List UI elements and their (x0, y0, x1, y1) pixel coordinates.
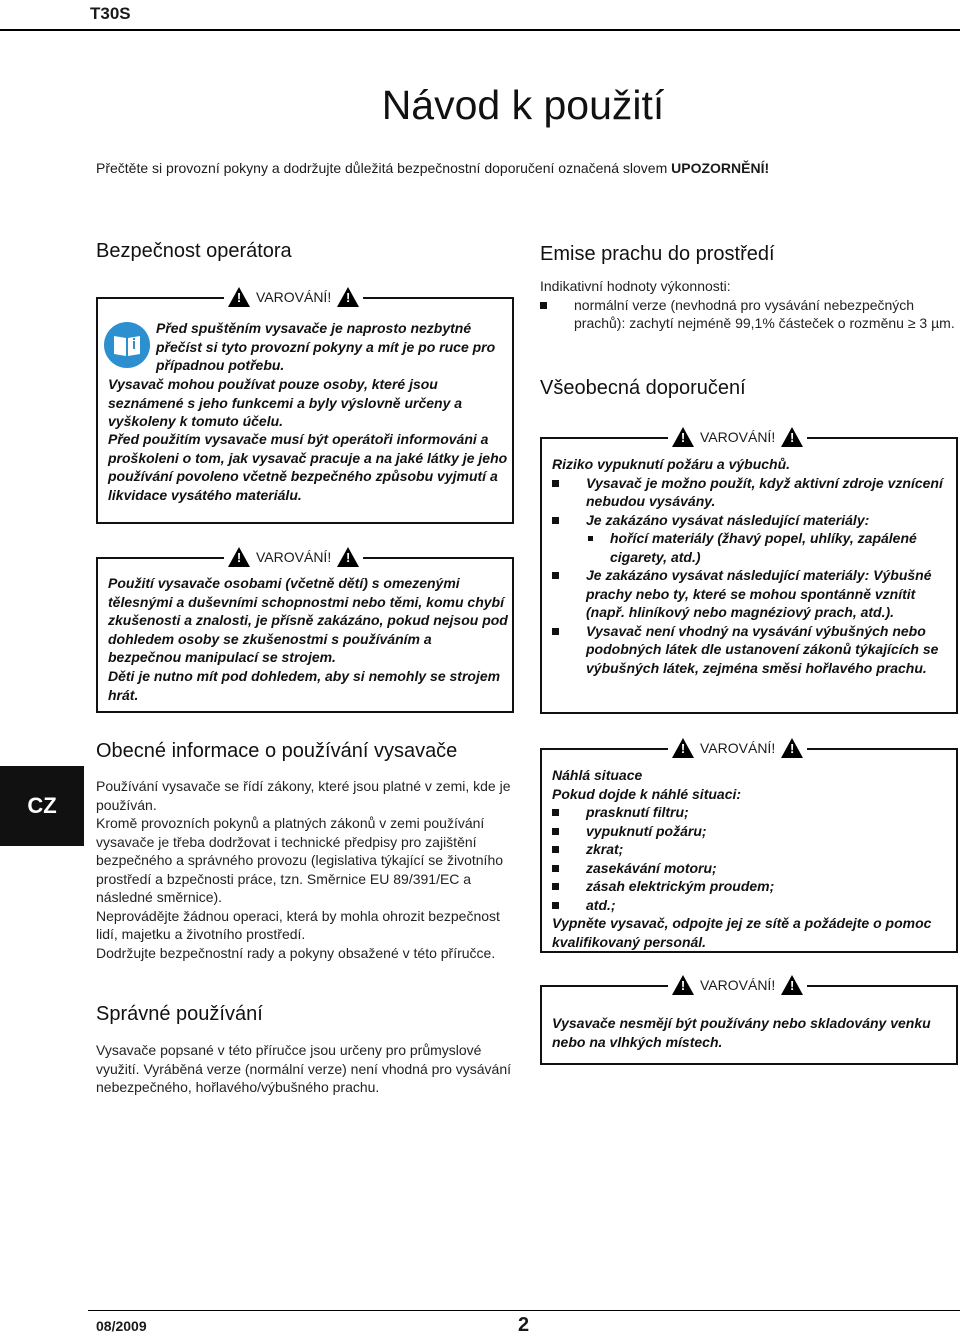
warning-icon: ! (672, 738, 694, 758)
warning-lead: Riziko vypuknutí požáru a výbuchů. (552, 456, 791, 472)
footer-rule (88, 1310, 960, 1311)
paragraph: Vypněte vysavač, odpojte jej ze sítě a požádejte o pomoc kvalifikovaný personál. (552, 915, 932, 950)
page-title: Návod k použití (381, 82, 665, 128)
warning-icon: ! (781, 738, 803, 758)
list-item: normální verze (nevhodná pro vysávání nebezpečných prachů): zachytí nejméně 99,1% částeček o rozměnu ≥ 3 µm. (540, 296, 955, 333)
proper-use-heading: Správné používání (96, 1003, 263, 1025)
sudden-situation-content (552, 766, 952, 951)
warning-paragraph: Vysavač mohou používat pouze osoby, které jsou seznámené s jeho funkcemi a byly výslovně určeny a vyškoleny k tomuto účelu. (108, 376, 463, 429)
warning-header (668, 975, 807, 995)
warning-label: VAROVÁNÍ! (700, 977, 776, 993)
paragraph: Používání vysavače se řídí zákony, které jsou platné v zemi, kde je používán. (96, 778, 511, 813)
warning-label: VAROVÁNÍ! (700, 740, 776, 756)
sudden-situation-box (540, 740, 958, 953)
paragraph: Kromě provozních pokynů a platných zákonů v zemi používání vysavače je třeba dodržovat i technické předpisy pro zajištění bezpečného a správného provozu (legislativa týkající se životního prostředí a bzpečnosti práce, tzn. Směrnice EU 89/391/EC a následné směrnice). (96, 815, 504, 905)
list-item: prasknutí filtru; (552, 803, 952, 822)
warning-paragraph: Vysavače nesmějí být používány nebo skladovány venku nebo na vlhkých místech. (552, 1015, 931, 1050)
warning-paragraph: Před spuštěním vysavače je naprosto nezbytné přečíst si tyto provozní pokyny a mít je po ruce pro případnou potřebu. (156, 320, 496, 373)
list-item: zkrat; (552, 840, 952, 859)
list-item: Je zakázáno vysávat následující materiály: Výbušné prachy nebo ty, které se mohou spontánně vznítit (např. hliníkový nebo magnéziový prach, atd.). (552, 566, 952, 622)
warning-label: VAROVÁNÍ! (700, 429, 776, 445)
list-item: Vysavač není vhodný na vysávání výbušných nebo podobných látek dle ustanovení zákonů týkajících se výbušných látek, zejména směsi hořlavého prachu. (552, 622, 952, 678)
list-item: Je zakázáno vysávat následující materiály: (552, 511, 952, 530)
paragraph: Náhlá situace (552, 767, 643, 783)
dust-emission-heading: Emise prachu do prostředí (540, 243, 775, 265)
warning-header (224, 547, 363, 567)
warning-paragraph: Před použitím vysavače musí být operátoři informováni a proškoleni o tom, jak vysavač pracuje a na jaké látky je jeho používání povoleno včetně bezpečného způsobu vyjmutí a likvidace vysátého materiálu. (108, 431, 508, 503)
general-info-body (96, 777, 516, 962)
dust-emission-body (540, 277, 955, 333)
operator-warning-box-2 (96, 549, 514, 713)
warning-icon: ! (781, 427, 803, 447)
header-rule (0, 29, 960, 31)
fire-risk-content (552, 455, 952, 677)
warning-header (668, 427, 807, 447)
page-number: 2 (518, 1314, 530, 1336)
list-item: zásah elektrickým proudem; (552, 877, 952, 896)
warning-icon: ! (337, 287, 359, 307)
paragraph: Pokud dojde k náhlé situaci: (552, 785, 742, 802)
list-item: atd.; (552, 896, 952, 915)
operator-safety-heading: Bezpečnost operátora (96, 240, 292, 262)
fire-warning-box (540, 429, 958, 714)
intro-text: Přečtěte si provozní pokyny a dodržujte důležitá bezpečnostní doporučení označená slovem UPOZORNĚNÍ! (96, 160, 770, 176)
paragraph: Indikativní hodnoty výkonnosti: (540, 278, 731, 294)
language-tab: CZ (0, 766, 84, 846)
paragraph: Neprovádějte žádnou operaci, která by mohla ohrozit bezpečnost lidí, majetku a životního prostředí. (96, 907, 500, 942)
proper-use-body: Vysavače popsané v této příručce jsou určeny pro průmyslové využití. Vyráběná verze (normální verze) není vhodná pro vysávání nebezpečného, hořlavého/výbušného prachu. (96, 1042, 512, 1095)
sub-list-item: hořící materiály (žhavý popel, uhlíky, zapálené cigarety, atd.) (552, 529, 952, 566)
warning-icon: ! (781, 975, 803, 995)
warning-header (224, 287, 363, 307)
warning-paragraph: Použití vysavače osobami (včetně dětí) s omezenými tělesnými a duševními schopnostmi nebo těmi, komu chybí zkušenosti a znalosti, je přísně zakázáno, pokud nejsou pod dohledem osoby se zkušenostmi s používáním a bezpečnou manipulací se strojem. (108, 575, 508, 665)
storage-warning-box (540, 977, 958, 1065)
model-name: T30S (90, 4, 131, 23)
operator-warning-box-1 (96, 289, 514, 524)
list-item: vypuknutí požáru; (552, 822, 952, 841)
footer-date: 08/2009 (96, 1318, 147, 1334)
warning-icon: ! (672, 427, 694, 447)
paragraph: Dodržujte bezpečnostní rady a pokyny obsažené v této příručce. (96, 944, 496, 961)
warning-icon: ! (228, 547, 250, 567)
general-info-heading: Obecné informace o používání vysavače (96, 740, 458, 762)
warning-label: VAROVÁNÍ! (256, 549, 332, 565)
warning-label: VAROVÁNÍ! (256, 289, 332, 305)
list-item: zasekávání motoru; (552, 859, 952, 878)
list-item: Vysavač je možno použít, když aktivní zdroje vznícení nebudou vysávány. (552, 474, 952, 511)
general-recommendations-heading: Všeobecná doporučení (540, 377, 746, 399)
warning-icon: ! (337, 547, 359, 567)
manual-book-icon (104, 322, 150, 368)
warning-paragraph: Děti je nutno mít pod dohledem, aby si nemohly se strojem hrát. (108, 668, 501, 703)
warning-icon: ! (228, 287, 250, 307)
warning-icon: ! (672, 975, 694, 995)
warning-header (668, 738, 807, 758)
